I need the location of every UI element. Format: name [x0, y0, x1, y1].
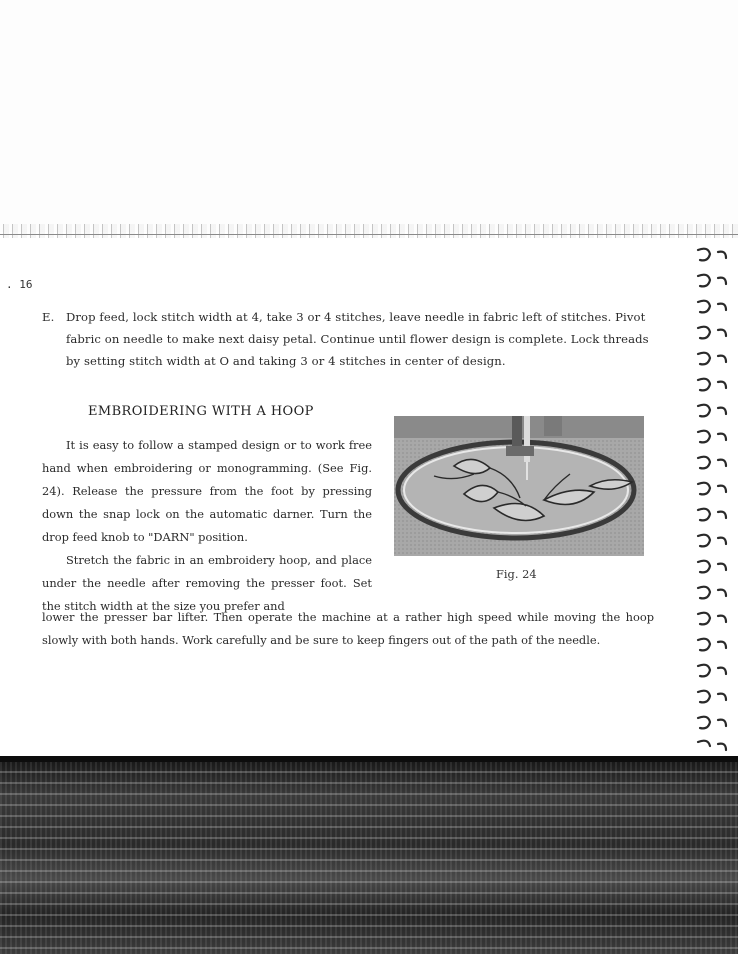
figure-caption: Fig. 24 — [496, 567, 537, 581]
hoop-paragraph-1: It is easy to follow a stamped design or to work free hand when embroidering or monogramming. (See Fig. 24). Release the pressure from the foot by pressing down the snap lock on the automatic darner. Turn the drop feed knob to "DARN" position. — [42, 438, 372, 544]
step-e-paragraph — [42, 306, 662, 372]
page-number: . 16 — [6, 278, 33, 291]
hoop-instructions-column — [42, 434, 372, 618]
spiral-binding-icon — [688, 244, 734, 754]
step-e-label: E. — [42, 310, 55, 324]
step-e-text: Drop feed, lock stitch width at 4, take 3 or 4 stitches, leave needle in fabric left of stitches. Pivot fabric on needle to make next daisy petal. Continue until flower design is complete. Lock threads by setting stitch width at O and taking 3 or 4 stitches in center of design. — [66, 310, 649, 368]
scan-top-margin — [0, 0, 738, 232]
scan-page-edge — [0, 224, 738, 238]
embroidery-hoop-photo-icon — [394, 416, 644, 556]
hoop-paragraph-2-start: Stretch the fabric in an embroidery hoop, and place under the needle after removing the presser foot. Set the stitch width at the size you prefer and — [42, 553, 372, 613]
section-heading: EMBROIDERING WITH A HOOP — [88, 404, 314, 419]
hoop-paragraph-2-end: lower the presser bar lifter. Then operate the machine at a rather high speed while moving the hoop slowly with both hands. Work carefully and be sure to keep fingers out of the path of the needle. — [42, 610, 654, 647]
scan-bottom-background — [0, 756, 738, 954]
